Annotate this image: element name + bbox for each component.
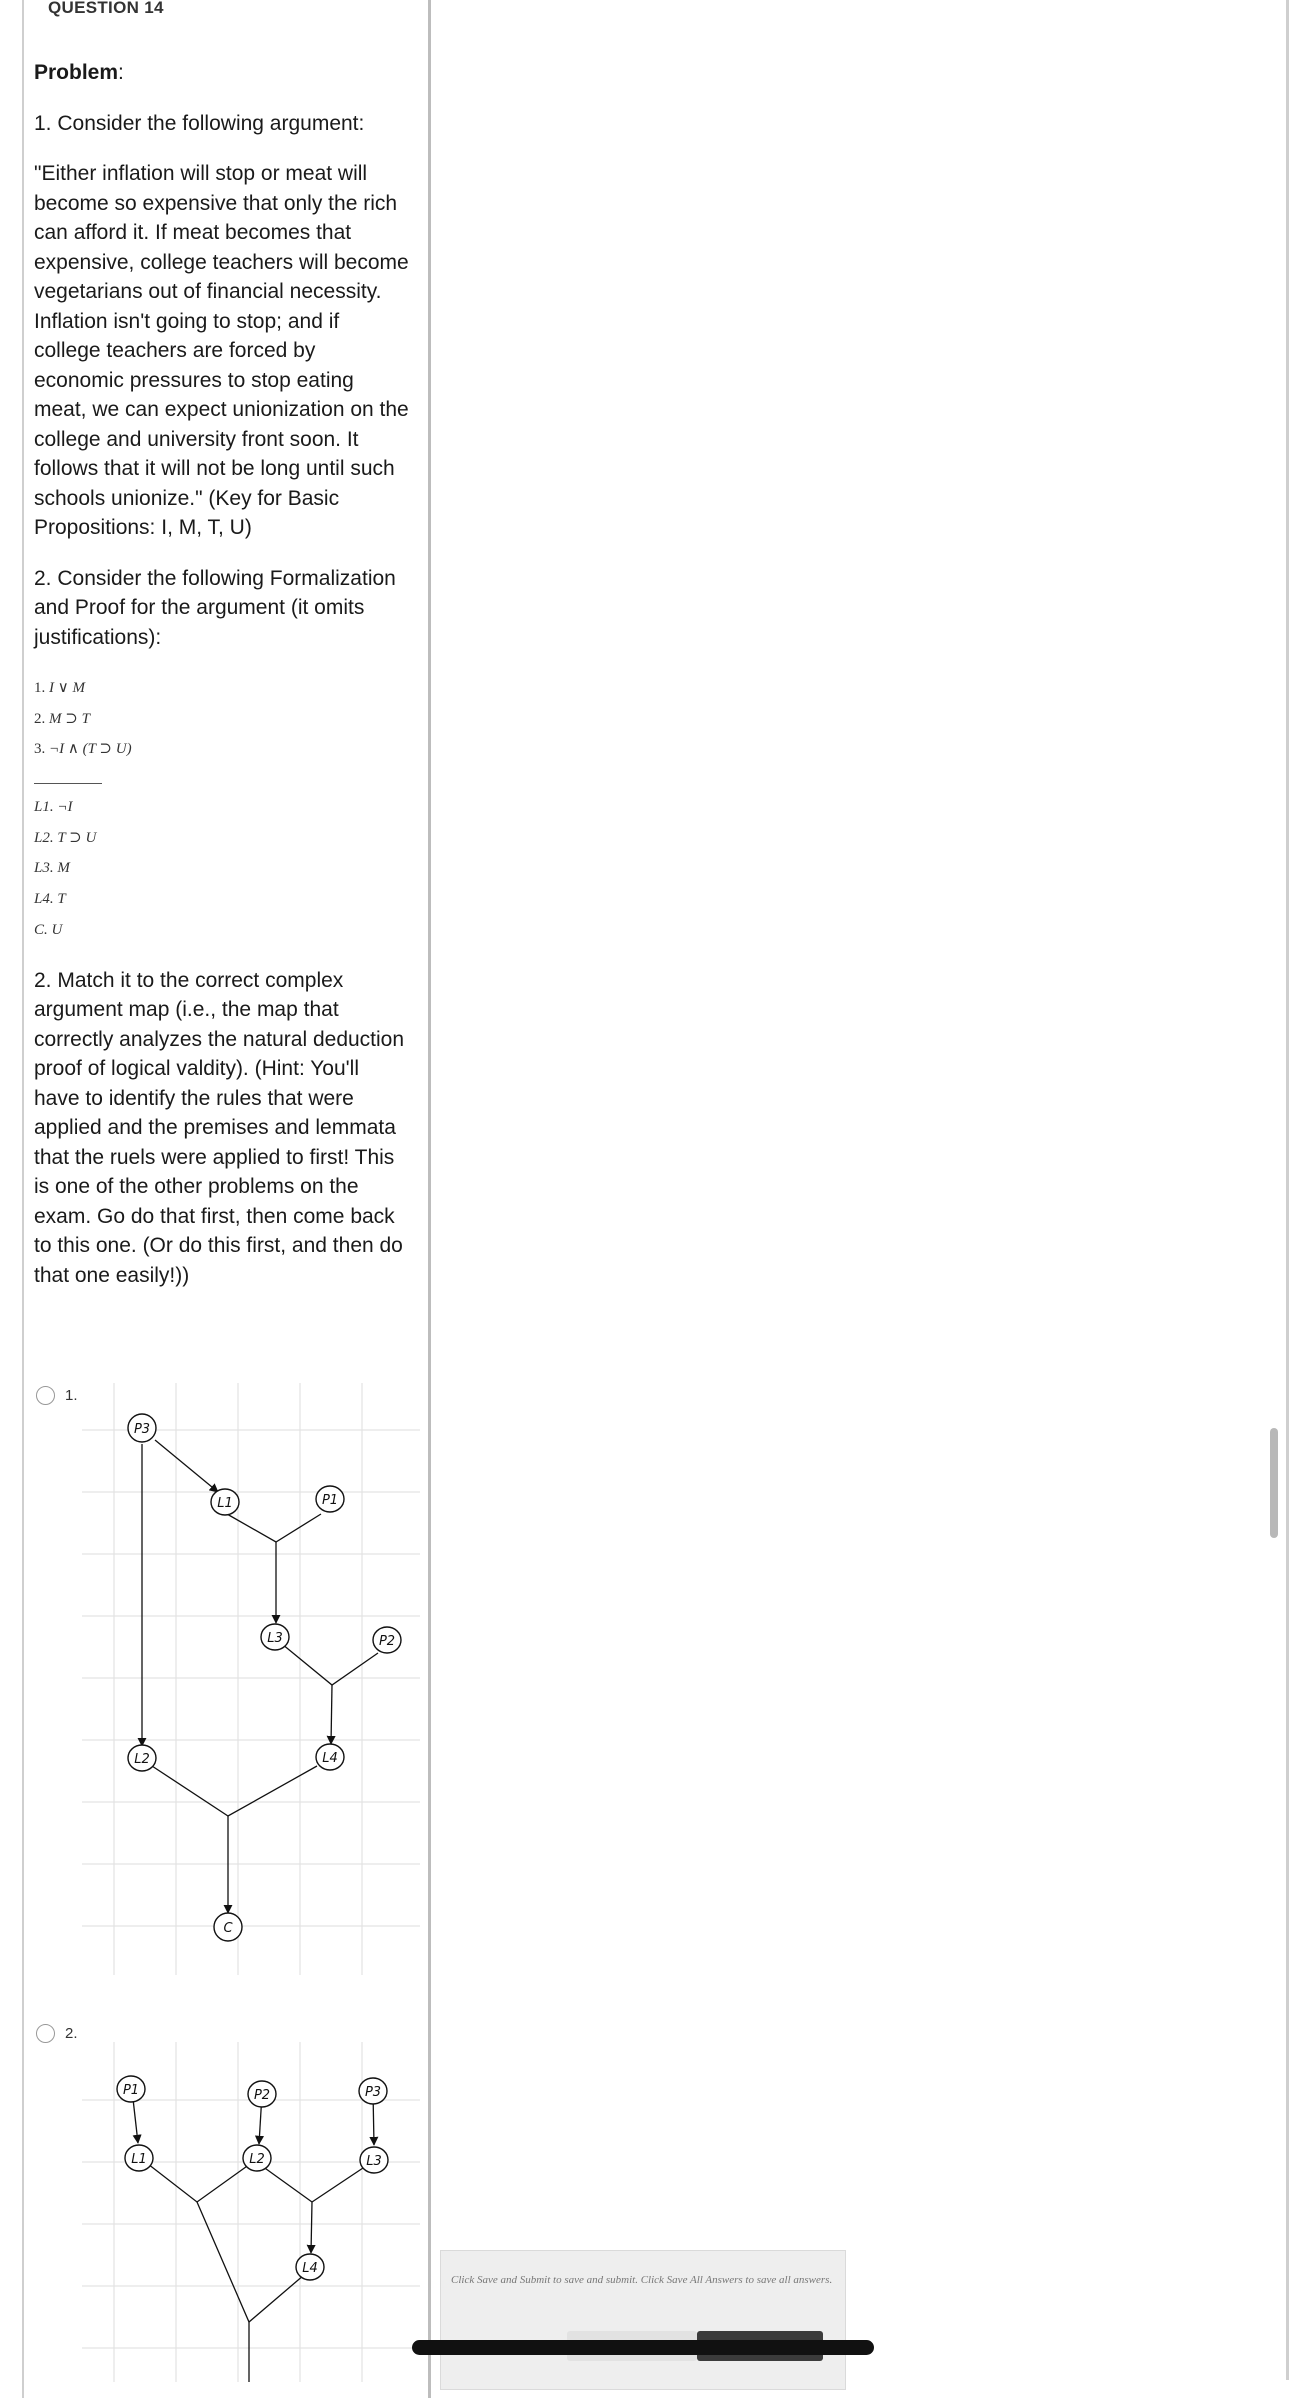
argument-map-1 [82, 1383, 422, 1981]
match-instructions: 2. Match it to the correct complex argument map (i.e., the map that correctly analyzes the natural deduction proof of logical valdity). (Hint: You'll have to identify the rules that were applied and the premises and lemmata that the ruels were applied to first! This is one of the other problems on the exam. Go do that first, then come back to this one. (Or do this first, and then do that one easily!)) [34, 968, 405, 1287]
map-1-label-p3: P3 [133, 1422, 151, 1437]
problem-content: Problem: 1. Consider the following argument: "Either inflation will stop or meat will become so expensive that only the rich can afford it. If meat becomes that expensive, college teachers will become vegetarians out of financial necessity. Inflation isn't going to stop; and if college teachers are forced by economic pressures to stop eating meat, we can expect unionization on the college and university front soon. It follows that it will not be long until such schools unionize." (Key for Basic Propositions: I, M, T, U) 2. Consider the following Formalization and Proof for the argument (it omits justifications): 1. I ∨ M 2. M ⊃ T 3. ¬I ∧ (T ⊃ U) L1. ¬I L2. T ⊃ U L3. M L4. T C. U 2. Match it to the correct complex argument map (i.e., the map that correctly analyzes the natural deduction proof of logical valdity). (Hint: You'll have to identify the rules that were applied and the premises and lemmata that the ruels were applied to first! This is one of the other problems on the exam. Go do that first, then come back to this one. (Or do this first, and then do that one easily!)) [34, 58, 409, 1311]
map-1-join-l1-p1 [227, 1514, 321, 1542]
save-instructions: Click Save and Submit to save and submit. Click Save All Answers to save all answers. [451, 2274, 833, 2286]
map-1-join-l2-l4 [152, 1766, 317, 1816]
vertical-scrollbar-thumb[interactable] [1270, 1428, 1278, 1538]
map-2-edge-to-l4 [311, 2202, 312, 2253]
answer-option-1[interactable] [36, 1386, 78, 1405]
premise-list [34, 673, 409, 946]
argument-text: "Either inflation will stop or meat will become so expensive that only the rich can afford it. If meat becomes that expensive, college teachers will become vegetarians out of financial necessity. Inflation isn't going to stop; and if college teachers are forced by economic pressures to stop eating meat, we can expect unionization on the college and university front soon. It follows that it will not be long until such schools unionize." (Key for Basic Propositions: I, M, T, U) [34, 162, 409, 539]
map-1-label-l2: L2 [134, 1752, 150, 1767]
option-1-radio[interactable] [36, 1386, 55, 1405]
premise-1: 1. I ∨ M [34, 680, 85, 696]
map-1-join-l3-p2 [282, 1644, 378, 1685]
map-2-label-p1: P1 [122, 2083, 140, 2098]
problem-title: Problem [34, 61, 119, 84]
problem-intro: 1. Consider the following argument: [34, 111, 365, 135]
map-2-join-l2-l3 [262, 2166, 363, 2202]
save-submit-panel [440, 2250, 846, 2390]
map-1-edge-to-l4 [331, 1685, 332, 1744]
lemma-3: L3. M [34, 860, 70, 877]
map-1-label-p2: P2 [378, 1634, 396, 1649]
map-2-join-l1-l2 [148, 2164, 250, 2202]
map-2-label-l2: L2 [249, 2152, 265, 2167]
premise-3: 3. ¬I ∧ (T ⊃ U) [34, 741, 132, 758]
lemma-4: L4. T [34, 891, 66, 908]
option-2-label: 2. [65, 2025, 78, 2042]
map-2-label-p3: P3 [364, 2085, 382, 2100]
lemma-1: L1. ¬I [34, 799, 73, 816]
answer-option-2[interactable] [36, 2024, 78, 2043]
option-2-radio[interactable] [36, 2024, 55, 2043]
map-1-label-p1: P1 [321, 1493, 339, 1508]
map-2-join-to-c [197, 2202, 304, 2322]
premise-2: 2. M ⊃ T [34, 710, 90, 727]
conclusion-line: C. U [34, 921, 63, 938]
map-2-label-l3: L3 [366, 2154, 382, 2169]
map-1-label-c: C [223, 1921, 233, 1936]
map-1-grid [82, 1383, 420, 1975]
map-1-label-l1: L1 [217, 1496, 233, 1511]
lemma-2: L2. T ⊃ U [34, 829, 97, 846]
map-1-label-l4: L4 [322, 1751, 338, 1766]
map-2-label-p2: P2 [253, 2088, 271, 2103]
map-1-label-l3: L3 [267, 1631, 283, 1646]
horizontal-scrollbar[interactable] [412, 2340, 874, 2355]
argument-map-2 [82, 2042, 422, 2382]
question-header: QUESTION 14 [48, 0, 164, 17]
map-1-edge-p3-l1 [155, 1440, 218, 1492]
map-2-label-l4: L4 [302, 2261, 318, 2276]
question-panel [22, 0, 431, 2398]
map-2-label-l1: L1 [131, 2152, 147, 2167]
conclusion-divider [34, 783, 102, 784]
option-1-label: 1. [65, 1387, 78, 1404]
formalization-intro: 2. Consider the following Formalization and Proof for the argument (it omits justifications): [34, 566, 396, 649]
